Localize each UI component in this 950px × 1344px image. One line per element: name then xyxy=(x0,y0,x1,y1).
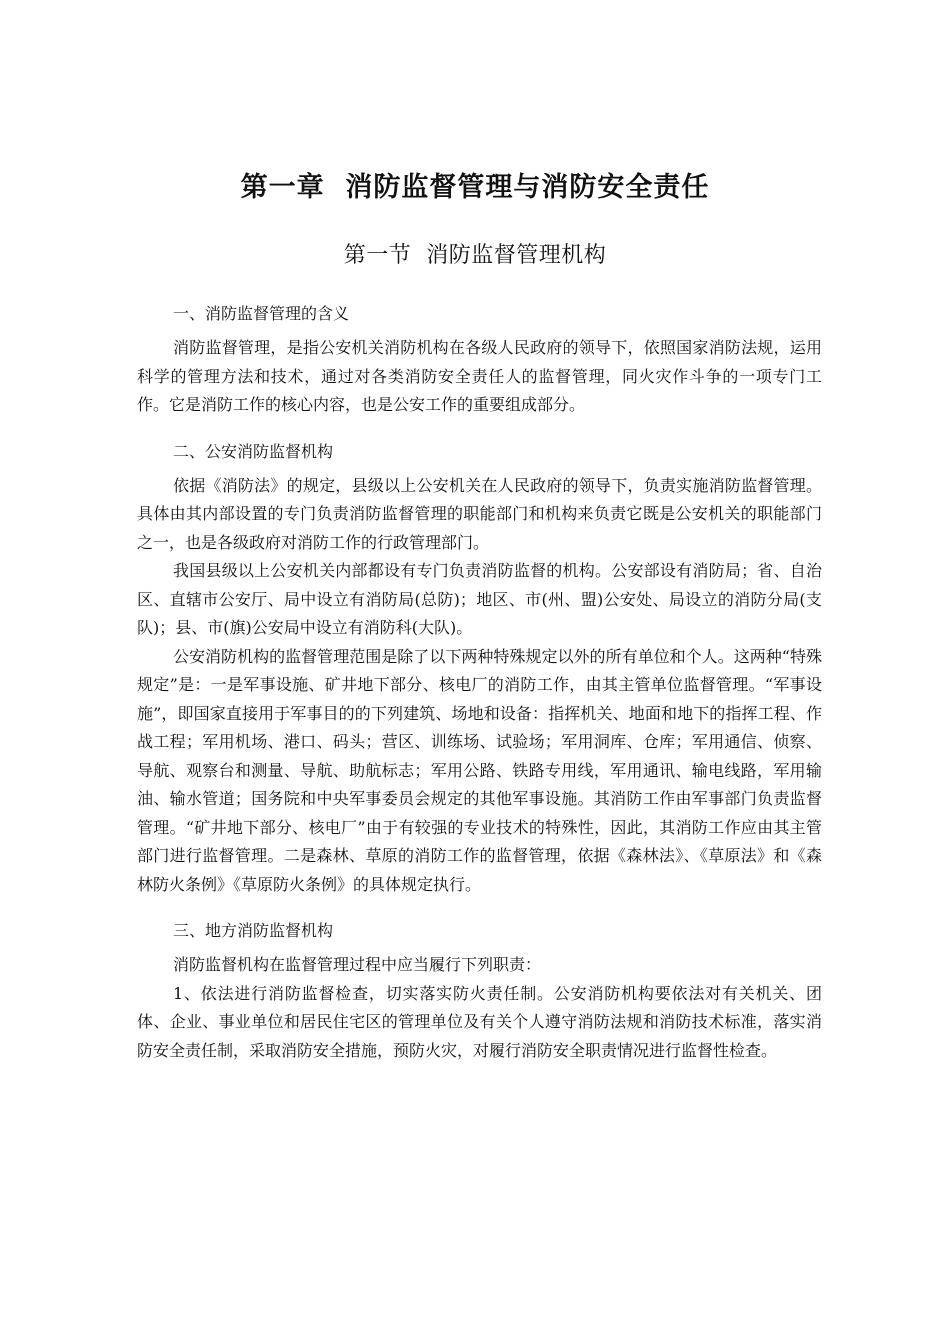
subheading-local-agency: 三、地方消防监督机构 xyxy=(173,921,334,940)
paragraph: 公安消防机构的监督管理范围是除了以下两种特殊规定以外的所有单位和个人。这两种“特殊规定”是：一是军事设施、矿井地下部分、核电厂的消防工作，由其主管单位监督管理。“军事设施”，即国家直接用于军事目的的下列建筑、场地和设备：指挥机关、地面和地下的指挥工程、作战工程；军用机场、港口、码头；营区、训练场、试验场；军用洞库、仓库；军用通信、侦察、导航、观察台和测量、导航、助航标志；军用公路、铁路专用线，军用通讯、输电线路，军用输油、输水管道；国务院和中央军事委员会规定的其他军事设施。其消防工作由军事部门负责监督管理。“矿井地下部分、核电厂”由于有较强的专业技术的特殊性，因此，其消防工作应由其主管部门进行监督管理。二是森林、草原的消防工作的监督管理，依据《森林法》、《草原法》和《森林防火条例》《草原防火条例》的具体规定执行。 xyxy=(137,646,822,894)
paragraph: 我国县级以上公安机关内部都设有专门负责消防监督的机构。公安部设有消防局；省、自治区、直辖市公安厅、局中设立有消防局(总防)；地区、市(州、盟)公安处、局设立的消防分局(支队)；县、市(旗)公安局中设立有消防科(大队)。 xyxy=(137,561,822,637)
chapter-title: 第一章 消防监督管理与消防安全责任 xyxy=(240,172,710,203)
subheading-meaning: 一、消防监督管理的含义 xyxy=(173,304,350,323)
paragraph: 1、依法进行消防监督检查，切实落实防火责任制。公安消防机构要依法对有关机关、团体、企业、事业单位和居民住宅区的管理单位及有关个人遵守消防法规和消防技术标准，落实消防安全责任制，采取消防安全措施，预防火灾，对履行消防安全职责情况进行监督性检查。 xyxy=(137,983,822,1060)
subheading-public-security-agency: 二、公安消防监督机构 xyxy=(173,441,334,461)
document-body xyxy=(137,300,822,1065)
section-title: 第一节 消防监督管理机构 xyxy=(343,243,607,268)
paragraph: 消防监督管理，是指公安机关消防机构在各级人民政府的领导下，依照国家消防法规，运用科学的管理方法和技术，通过对各类消防安全责任人的监督管理，同火灾作斗争的一项专门工作。它是消防工作的核心内容，也是公安工作的重要组成部分。 xyxy=(137,338,822,414)
paragraph: 消防监督机构在监督管理过程中应当履行下列职责： xyxy=(173,955,542,974)
paragraph: 依据《消防法》的规定，县级以上公安机关在人民政府的领导下，负责实施消防监督管理。具体由其内部设置的专门负责消防监督管理的职能部门和机构来负责它既是公安机关的职能部门之一，也是各级政府对消防工作的行政管理部门。 xyxy=(137,475,822,552)
